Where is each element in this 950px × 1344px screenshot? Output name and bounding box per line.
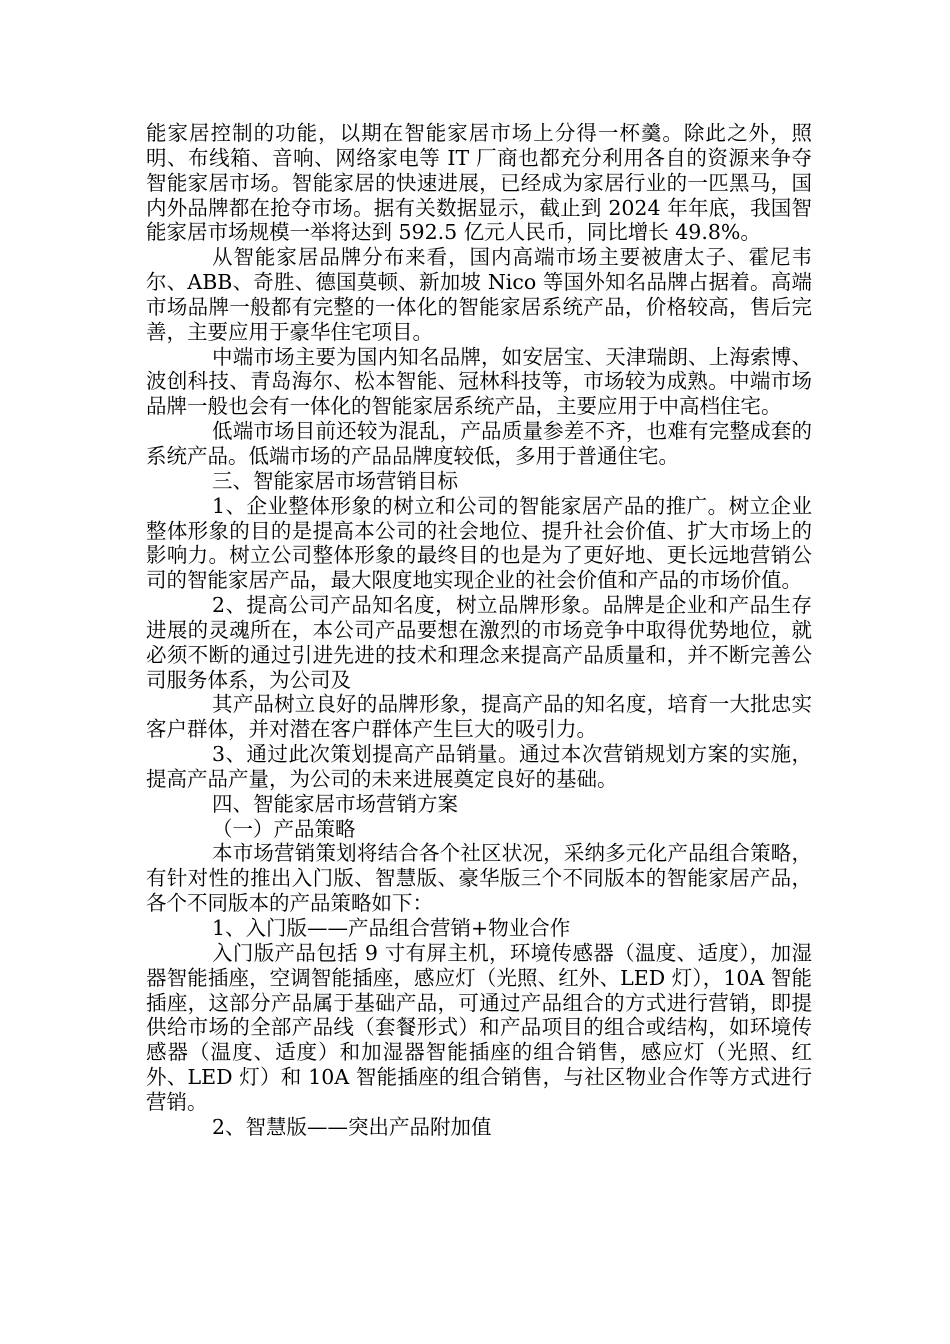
paragraph-mid-end-market: 中端市场主要为国内知名品牌，如安居宝、天津瑞朗、上海索博、波创科技、青岛海尔、松本智能、冠林科技等，市场较为成熟。中端市场品牌一般也会有一体化的智能家居系统产品，主要应用于中高档住宅。 (146, 344, 812, 419)
document-body (146, 121, 812, 1140)
paragraph-goal-2-continued: 其产品树立良好的品牌形象，提高产品的知名度，培育一大批忠实客户群体，并对潜在客户群体产生巨大的吸引力。 (146, 692, 812, 742)
paragraph-entry-version: 入门版产品包括 9 寸有屏主机，环境传感器（温度、适度），加湿器智能插座，空调智能插座，感应灯（光照、红外、LED 灯），10A 智能插座，这部分产品属于基础产品，可通过产品组合的方式进行营销，即提供给市场的全部产品线（套餐形式）和产品项目的组合或结构，如环境传感器（温度、适度）和加湿器智能插座的组合销售，感应灯（光照、红外、LED 灯）和 10A 智能插座的组合销售，与社区物业合作等方式进行营销。 (146, 940, 812, 1114)
paragraph-high-end-market: 从智能家居品牌分布来看，国内高端市场主要被唐太子、霍尼韦尔、ABB、奇胜、德国莫顿、新加坡 Nico 等国外知名品牌占据着。高端市场品牌一般都有完整的一体化的智能家居系统产品，价格较高，售后完善，主要应用于豪华住宅项目。 (146, 245, 812, 344)
paragraph-goal-2: 2、提高公司产品知名度，树立品牌形象。品牌是企业和产品生存进展的灵魂所在，本公司产品要想在激烈的市场竞争中取得优势地位，就必须不断的通过引进先进的技术和理念来提高产品质量和，并不断完善公司服务体系，为公司及 (146, 593, 812, 692)
section-heading-marketing-plan: 四、智能家居市场营销方案 (212, 791, 458, 816)
subheading-entry-version: 1、入门版——产品组合营销+物业合作 (212, 916, 571, 940)
paragraph-market-overview: 能家居控制的功能，以期在智能家居市场上分得一杯羹。除此之外，照明、布线箱、音响、网络家电等 IT 厂商也都充分利用各自的资源来争夺智能家居市场。智能家居的快速进展，已经成为家居行业的一匹黑马，国内外品牌都在抢夺市场。据有关数据显示，截止到 2024 年年底，我国智能家居市场规模一举将达到 592.5 亿元人民币，同比增长 49.8%。 (146, 121, 812, 245)
section-heading-marketing-goals: 三、智能家居市场营销目标 (212, 468, 458, 493)
subheading-product-strategy: （一）产品策略 (212, 816, 356, 841)
paragraph-product-strategy: 本市场营销策划将结合各个社区状况，采纳多元化产品组合策略，有针对性的推出入门版、智慧版、豪华版三个不同版本的智能家居产品，各个不同版本的产品策略如下： (146, 841, 812, 916)
paragraph-low-end-market: 低端市场目前还较为混乱，产品质量参差不齐，也难有完整成套的系统产品。低端市场的产品品牌度较低，多用于普通住宅。 (146, 419, 812, 468)
paragraph-goal-3: 3、通过此次策划提高产品销量。通过本次营销规划方案的实施，提高产品产量，为公司的未来进展奠定良好的基础。 (146, 742, 812, 791)
subheading-smart-version: 2、智慧版——突出产品附加值 (212, 1114, 492, 1139)
paragraph-goal-1: 1、企业整体形象的树立和公司的智能家居产品的推广。树立企业整体形象的目的是提高本公司的社会地位、提升社会价值、扩大市场上的影响力。树立公司整体形象的最终目的也是为了更好地、更长远地营销公司的智能家居产品，最大限度地实现企业的社会价值和产品的市场价值。 (146, 493, 812, 593)
